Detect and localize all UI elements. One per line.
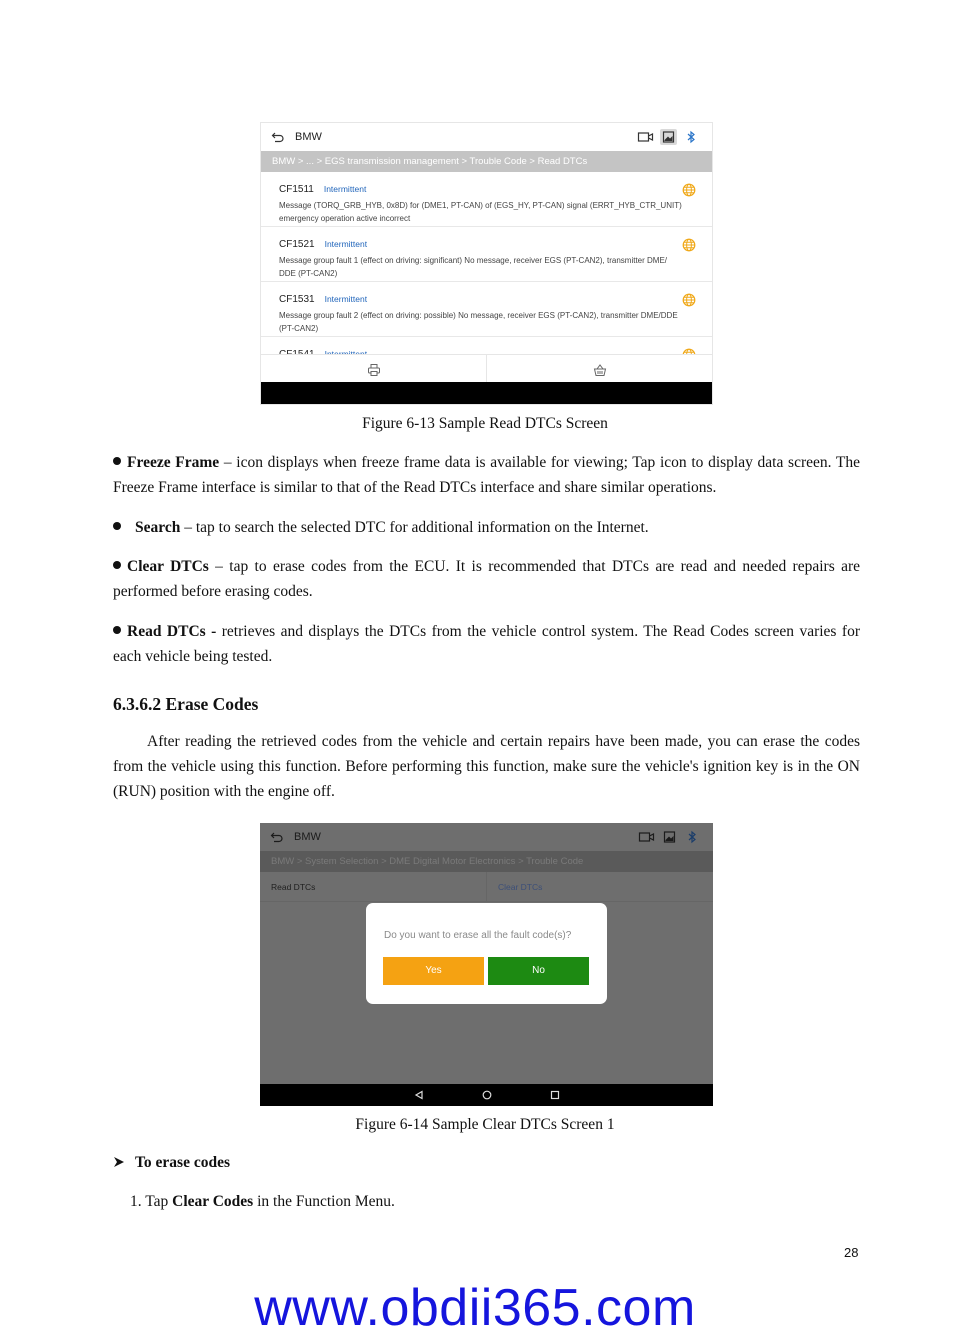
clear-dtcs-paragraph [113,554,860,604]
function-bar [261,354,712,384]
dtc-code: CF1511 [279,184,314,195]
step-1 [130,1189,830,1214]
app-title: BMW [295,131,322,143]
system-nav-bar [261,382,712,404]
system-nav-bar [260,1084,713,1106]
description: – tap to search the selected DTC for additional information on the Internet. [180,519,649,536]
step-term: Clear Codes [172,1193,254,1210]
read-dtcs-paragraph [113,619,860,669]
search-globe-icon[interactable] [682,238,696,252]
bullet-dot [113,522,121,530]
app-header [260,823,713,851]
dtc-message: Message (TORQ_GRB_HYB, 0x8D) for (DME1, PT-CAN) of (EGS_HY, PT-CAN) signal (ERRT_HYB_CTR_UNIT) emergency operation active incorrect [279,201,682,223]
screenshot-icon[interactable] [660,129,677,145]
nav-home-icon[interactable] [482,1090,492,1100]
dtc-row[interactable] [261,227,712,282]
steps-title [113,1150,860,1175]
read-dtcs-screenshot [260,122,713,405]
dtc-status: Intermittent [324,239,368,249]
figure-caption: Figure 6-13 Sample Read DTCs Screen [362,415,608,432]
app-header [261,123,712,151]
erase-button[interactable] [486,355,712,384]
nav-recents-icon[interactable] [550,1090,560,1100]
bluetooth-icon[interactable] [683,129,700,145]
dtc-code: CF1531 [279,294,315,305]
dtc-list [261,172,712,354]
no-button[interactable]: No [488,957,589,985]
section-heading: 6.3.6.2 Erase Codes [113,694,259,714]
description: retrieves and displays the DTCs from the vehicle control system. The Read Codes screen varies for each vehicle being tested. [113,623,860,665]
dtc-row[interactable] [261,172,712,227]
description: – icon displays when freeze frame data is available for viewing; Tap icon to display data screen. The Freeze Frame interface is similar to that of the Read DTCs interface and share similar operations. [113,454,861,496]
app-title: BMW [294,831,321,843]
dtc-status: Intermittent [324,294,368,304]
figure-caption: Figure 6-14 Sample Clear DTCs Screen 1 [355,1116,615,1133]
dtc-message: Message group fault 1 (effect on driving: significant) No message, receiver EGS (PT-CAN2), transmitter DME/ DDE (PT-CAN2) [279,256,667,278]
print-icon [367,363,381,377]
print-button[interactable] [261,355,486,384]
arrow-bullet-icon [113,1156,125,1168]
bluetooth-icon[interactable] [684,829,701,845]
tab-read-dtcs[interactable]: Read DTCs [271,882,316,892]
erase-basket-icon [593,363,607,377]
tab-clear-dtcs[interactable]: Clear DTCs [486,872,713,901]
search-paragraph [113,515,860,540]
dtc-row[interactable] [261,282,712,337]
step-number: 1. Tap [130,1193,173,1210]
video-record-icon[interactable] [637,129,654,145]
screenshot-icon[interactable] [661,829,678,845]
video-record-icon[interactable] [638,829,655,845]
section-body: After reading the retrieved codes from the vehicle and certain repairs have been made, you can erase the codes from the vehicle using this function. Before performing this function, make sure the vehicle's ignition key is in the ON (RUN) position with the engine off. [113,733,860,800]
search-globe-icon[interactable] [682,183,696,197]
freeze-frame-paragraph [113,450,860,500]
dtc-status: Intermittent [323,184,367,194]
term: Read DTCs - [127,623,217,640]
dialog-question: Do you want to erase all the fault code(s)? [384,930,572,941]
bullet-dot [113,626,121,634]
term: Freeze Frame [127,454,220,471]
steps-title-text: To erase codes [135,1154,230,1171]
step-text: in the Function Menu. [253,1193,395,1210]
search-globe-icon[interactable] [682,293,696,307]
function-tabs [260,872,713,902]
dtc-code: CF1521 [279,239,315,250]
breadcrumb: BMW > ... > EGS transmission management > Trouble Code > Read DTCs [261,151,712,172]
description: – tap to erase codes from the ECU. It is recommended that DTCs are read and needed repairs are performed before erasing codes. [113,558,860,600]
watermark: www.obdii365.com [254,1279,696,1337]
dtc-message: Message group fault 2 (effect on driving: possible) No message, receiver EGS (PT-CAN2), transmitter DME/DDE (PT-CAN2) [279,311,678,333]
yes-button[interactable]: Yes [383,957,484,985]
term: Search [135,519,181,536]
bullet-dot [113,561,121,569]
term: Clear DTCs [127,558,209,575]
back-arrow-icon[interactable] [270,830,284,844]
breadcrumb: BMW > System Selection > DME Digital Motor Electronics > Trouble Code [260,851,713,872]
page-number: 28 [844,1245,859,1260]
erase-confirm-dialog [366,903,607,1004]
nav-back-icon[interactable] [414,1090,424,1100]
back-arrow-icon[interactable] [271,130,285,144]
bullet-dot [113,457,121,465]
clear-dtcs-screenshot [260,823,713,1106]
